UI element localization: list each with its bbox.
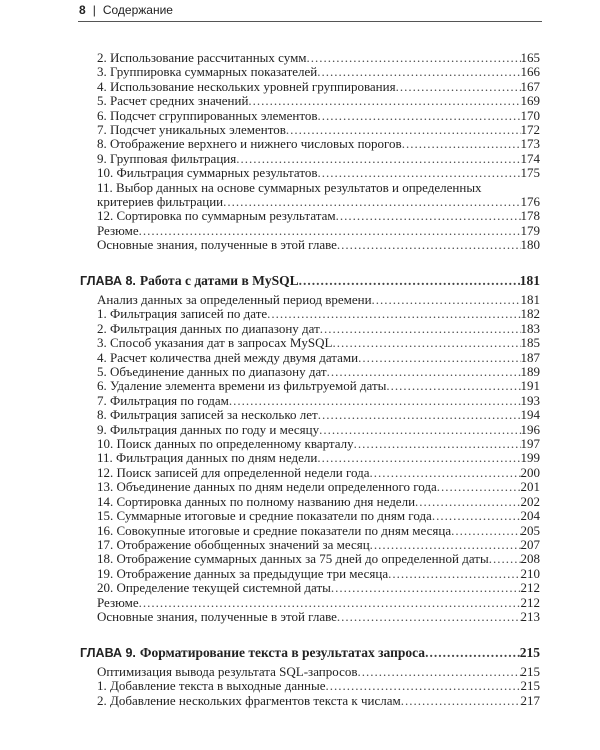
entry-title: 8. Фильтрация записей за несколько лет (97, 407, 318, 423)
chapter-label: ГЛАВА 8. (80, 274, 136, 288)
entry-title: 16. Совокупные итоговые и средние показатели по дням месяца (97, 522, 452, 538)
toc-entry[interactable] (97, 109, 540, 123)
entry-title: 5. Расчет средних значений (97, 93, 249, 109)
entry-title: Резюме (97, 594, 139, 610)
toc-entry[interactable] (97, 209, 540, 223)
toc-entry[interactable] (97, 137, 540, 151)
dot-leader (319, 423, 520, 437)
toc-entry[interactable] (97, 437, 540, 451)
dot-leader (437, 480, 521, 494)
dot-leader (372, 293, 521, 307)
header-rule (78, 21, 542, 22)
dot-leader (396, 80, 521, 94)
toc-entry[interactable] (97, 596, 540, 610)
entry-page: 176 (520, 194, 540, 210)
entry-title: 2. Использование рассчитанных сумм (97, 50, 307, 65)
entry-page: 217 (520, 692, 540, 708)
entry-title: 2. Фильтрация данных по диапазону дат (97, 320, 320, 336)
dot-leader (357, 665, 520, 679)
toc-entry[interactable] (97, 152, 540, 166)
entry-page: 205 (520, 522, 540, 538)
entry-page: 200 (520, 464, 540, 480)
toc-entry[interactable] (97, 610, 540, 624)
dot-leader (327, 365, 521, 379)
dot-leader (317, 166, 520, 180)
entry-page: 204 (520, 508, 540, 524)
entry-page: 173 (520, 136, 540, 152)
dot-leader (388, 567, 520, 581)
toc-entry[interactable] (97, 451, 540, 465)
toc-entry-line1[interactable]: 11. Выбор данных на основе суммарных результатов и определенных (97, 179, 482, 195)
header-title: Содержание (102, 3, 173, 17)
dot-leader (386, 379, 520, 393)
entry-title: 6. Подсчет сгруппированных элементов (97, 107, 318, 123)
entry-title: 14. Сортировка данных по полному названию дня недели (97, 493, 416, 509)
toc-entry[interactable] (97, 365, 540, 379)
entry-page: 189 (520, 364, 540, 380)
entry-page: 196 (520, 421, 540, 437)
dot-leader (267, 307, 520, 321)
dot-leader (402, 137, 521, 151)
dot-leader (307, 51, 521, 65)
entry-page: 183 (520, 320, 540, 336)
entry-page: 166 (520, 64, 540, 80)
entry-title: 4. Использование нескольких уровней группирования (97, 78, 396, 94)
toc-entry[interactable] (97, 423, 540, 437)
dot-leader (415, 495, 520, 509)
toc-entry[interactable] (97, 480, 540, 494)
dot-leader (139, 224, 521, 238)
dot-leader (248, 94, 520, 108)
entry-page: 212 (520, 580, 540, 596)
entry-page: 208 (520, 551, 540, 567)
dot-leader (318, 109, 521, 123)
entry-title: критериев фильтрации (97, 194, 224, 210)
entry-page: 193 (520, 392, 540, 408)
toc-entry[interactable] (97, 509, 540, 523)
toc-entry[interactable] (97, 322, 540, 336)
entry-title: 19. Отображение данных за предыдущие три месяца (97, 565, 389, 581)
entry-title: 3. Способ указания дат в запросах MySQL (97, 335, 333, 351)
header-separator: | (92, 3, 96, 17)
entry-page: 165 (520, 50, 540, 65)
entry-page: 178 (520, 208, 540, 224)
entry-title: 2. Добавление нескольких фрагментов текста к числам (97, 692, 401, 708)
toc-entry[interactable] (97, 679, 540, 693)
dot-leader (432, 509, 521, 523)
toc-entry[interactable] (97, 665, 540, 679)
dot-leader (318, 408, 521, 422)
entry-title: 12. Поиск записей для определенной недели года (97, 464, 370, 480)
entry-title: 9. Групповая фильтрация (97, 150, 237, 166)
dot-leader (286, 123, 521, 137)
entry-page: 170 (520, 107, 540, 123)
dot-leader (299, 273, 520, 289)
dot-leader (401, 694, 521, 708)
toc-entry[interactable] (97, 581, 540, 595)
toc-entry[interactable] (97, 524, 540, 538)
entry-page: 194 (520, 407, 540, 423)
entry-title: 10. Фильтрация суммарных результатов (97, 165, 318, 181)
entry-page: 215 (520, 678, 540, 694)
dot-leader (489, 552, 521, 566)
entry-page: 207 (520, 536, 540, 552)
running-header (79, 3, 173, 17)
chapter-label: ГЛАВА 9. (80, 646, 136, 660)
dot-leader (326, 679, 521, 693)
entry-title: 3. Группировка суммарных показателей (97, 64, 318, 80)
toc-entry[interactable] (97, 694, 540, 708)
entry-page: 187 (520, 349, 540, 365)
entry-title: 9. Фильтрация данных по году и месяцу (97, 421, 320, 437)
entry-page: 210 (520, 565, 540, 581)
entry-title: 10. Поиск данных по определенному кварталу (97, 436, 354, 452)
toc-entry[interactable] (97, 195, 540, 209)
entry-page: 185 (520, 335, 540, 351)
entry-title: 4. Расчет количества дней между двумя датами (97, 349, 359, 365)
dot-leader (317, 451, 520, 465)
entry-title: Основные знания, полученные в этой главе (97, 608, 337, 624)
toc-entry[interactable] (97, 495, 540, 509)
toc-entry[interactable] (97, 466, 540, 480)
toc-entry[interactable] (97, 51, 540, 65)
entry-title: 15. Суммарные итоговые и средние показатели по дням года (97, 508, 432, 524)
toc-entry[interactable] (97, 567, 540, 581)
page-number: 8 (79, 3, 86, 17)
entry-page: 215 (520, 664, 540, 679)
entry-title: 1. Добавление текста в выходные данные (97, 678, 326, 694)
dot-leader (229, 394, 521, 408)
dot-leader (139, 596, 521, 610)
dot-leader (320, 322, 521, 336)
entry-title: 17. Отображение обобщенных значений за месяц (97, 536, 370, 552)
dot-leader (451, 524, 520, 538)
chapter-page: 181 (519, 273, 540, 288)
entry-page: 169 (520, 93, 540, 109)
toc-entry[interactable] (97, 351, 540, 365)
entry-title: 7. Подсчет уникальных элементов (97, 122, 286, 138)
dot-leader (332, 336, 520, 350)
entry-page: 201 (520, 479, 540, 495)
entry-title: Основные знания, полученные в этой главе (97, 237, 337, 253)
entry-title: 12. Сортировка по суммарным результатам (97, 208, 336, 224)
entry-title: Резюме (97, 222, 139, 238)
dot-leader (331, 581, 521, 595)
entry-page: 179 (520, 222, 540, 238)
entry-title: 1. Фильтрация записей по дате (97, 306, 268, 322)
toc-entry[interactable] (97, 166, 540, 180)
entry-page: 180 (520, 237, 540, 253)
chapter-8-heading[interactable] (80, 273, 540, 289)
chapter-9-heading[interactable] (80, 645, 540, 661)
entry-title: Оптимизация вывода результата SQL-запросов (97, 664, 358, 679)
dot-leader (370, 538, 521, 552)
entry-page: 175 (520, 165, 540, 181)
entry-title: 5. Объединение данных по диапазону дат (97, 364, 327, 380)
toc-entry[interactable] (97, 552, 540, 566)
chapter-title: Форматирование текста в результатах запроса (139, 645, 426, 660)
dot-leader (337, 238, 521, 252)
entry-page: 202 (520, 493, 540, 509)
toc-entry[interactable] (97, 94, 540, 108)
toc-entry[interactable] (97, 394, 540, 408)
dot-leader (223, 195, 520, 209)
chapter-page: 215 (519, 645, 540, 660)
toc-entry[interactable] (97, 123, 540, 137)
entry-title: 20. Определение текущей системной даты (97, 580, 331, 596)
entry-title: 6. Удаление элемента времени из фильтруемой даты (97, 378, 387, 394)
dot-leader (354, 437, 521, 451)
entry-page: 213 (520, 608, 540, 624)
toc-section-ch9 (97, 665, 540, 708)
entry-title: 7. Фильтрация по годам (97, 392, 229, 408)
toc-section-ch7-continued (97, 51, 540, 253)
entry-page: 181 (520, 292, 540, 307)
toc-section-ch8 (97, 293, 540, 624)
dot-leader (370, 466, 521, 480)
toc-entry[interactable] (97, 336, 540, 350)
toc-entry[interactable] (97, 293, 540, 307)
entry-title: 8. Отображение верхнего и нижнего числовых порогов (97, 136, 402, 152)
entry-page: 172 (520, 122, 540, 138)
toc-entry[interactable] (97, 379, 540, 393)
dot-leader (336, 209, 521, 223)
chapter-title: Работа с датами в MySQL (139, 273, 299, 288)
entry-page: 167 (520, 78, 540, 94)
toc-entry[interactable] (97, 408, 540, 422)
entry-title: 18. Отображение суммарных данных за 75 дней до определенной даты (97, 551, 489, 567)
dot-leader (236, 152, 520, 166)
toc-entry[interactable] (97, 65, 540, 79)
toc-entry[interactable] (97, 80, 540, 94)
dot-leader (317, 65, 520, 79)
entry-page: 212 (520, 594, 540, 610)
dot-leader (358, 351, 520, 365)
entry-page: 191 (520, 378, 540, 394)
entry-page: 182 (520, 306, 540, 322)
dot-leader (337, 610, 521, 624)
toc-entry[interactable] (97, 538, 540, 552)
dot-leader (425, 645, 520, 661)
toc-entry[interactable] (97, 238, 540, 252)
entry-page: 197 (520, 436, 540, 452)
entry-page: 174 (520, 150, 540, 166)
entry-title: 13. Объединение данных по дням недели определенного года (97, 479, 437, 495)
entry-title: 11. Фильтрация данных по дням недели (97, 450, 318, 466)
entry-page: 199 (520, 450, 540, 466)
toc-entry[interactable] (97, 224, 540, 238)
entry-title: Анализ данных за определенный период времени (97, 292, 372, 307)
toc-entry[interactable] (97, 307, 540, 321)
